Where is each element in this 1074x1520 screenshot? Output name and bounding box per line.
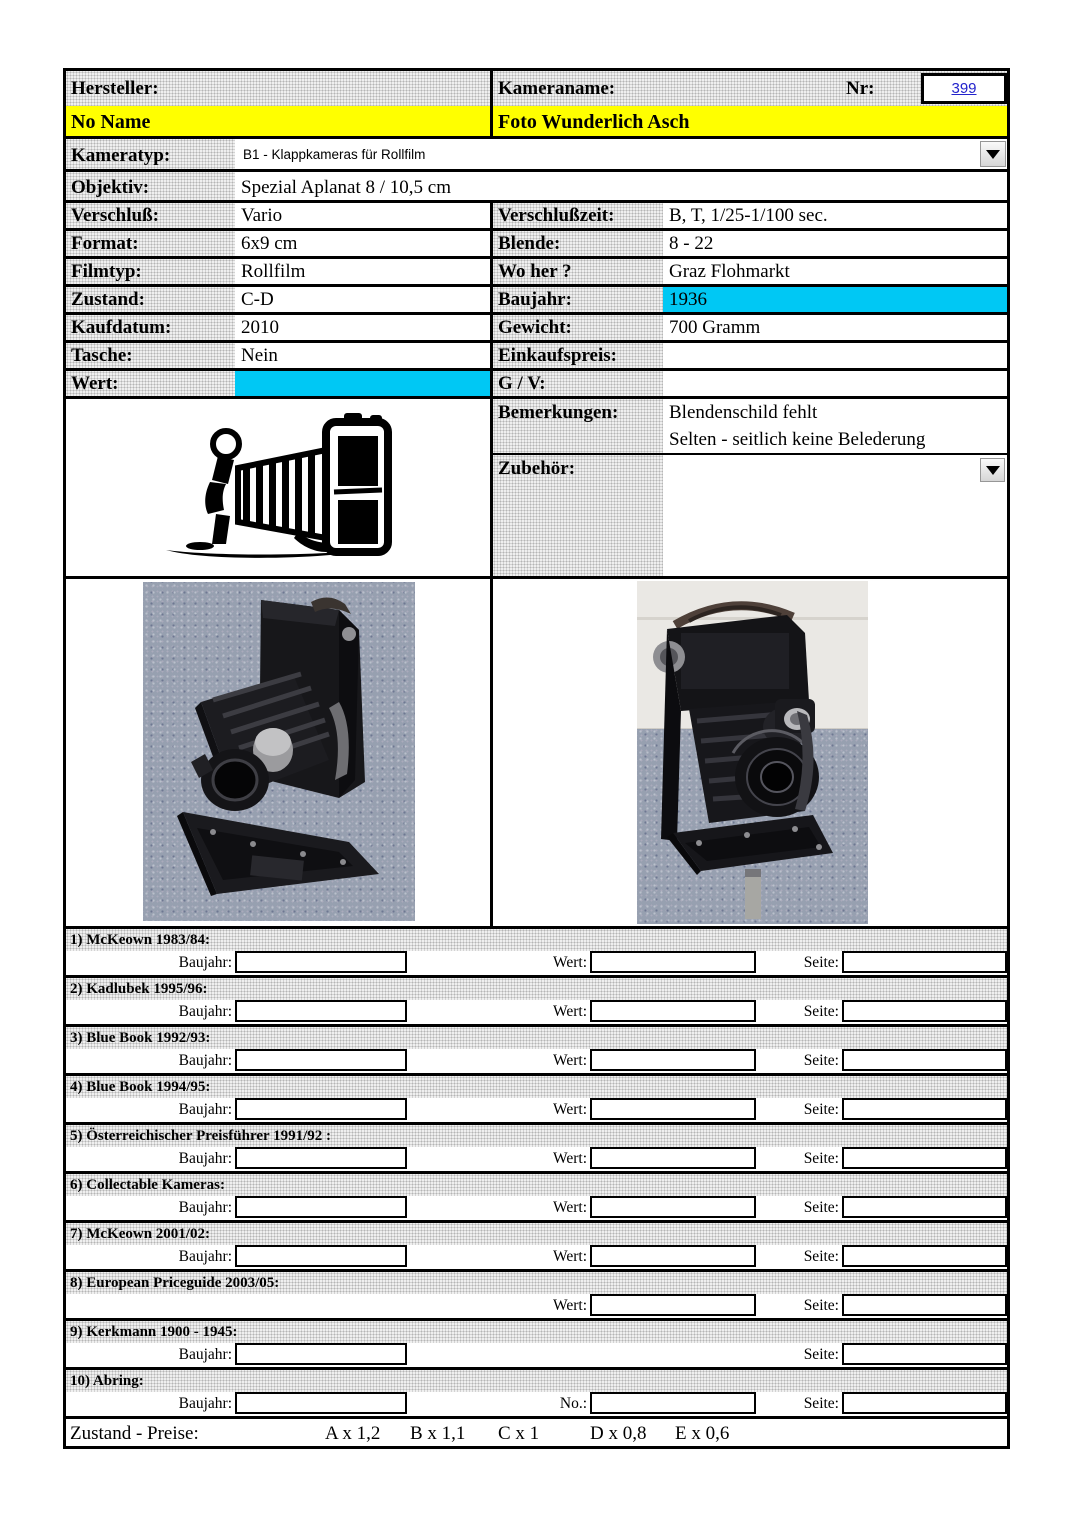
zustand-preise-label: Zustand - Preise: (70, 1423, 199, 1444)
objektiv-value[interactable]: Spezial Aplanat 8 / 10,5 cm (235, 172, 1007, 200)
woher-value[interactable]: Graz Flohmarkt (663, 259, 1007, 284)
chevron-down-icon (986, 150, 1000, 159)
wert-input[interactable] (590, 1049, 756, 1071)
price-guide-1 (66, 926, 1007, 975)
seite-field-label: Seite: (803, 1052, 839, 1069)
einkaufspreis-label: Einkaufspreis: (498, 345, 617, 366)
price-guide-title: 3) Blue Book 1992/93: (66, 1027, 1007, 1049)
baujahr-value[interactable]: 1936 (663, 287, 1007, 312)
wert-field-label: Wert: (552, 1003, 587, 1020)
wert-input[interactable] (590, 951, 756, 973)
wert-row (66, 371, 1007, 399)
seite-input[interactable] (842, 1049, 1007, 1071)
folding-camera-clipart-icon (148, 410, 408, 566)
multiplier-d: D x 0,8 (590, 1423, 647, 1444)
wert-label: Wert: (71, 373, 119, 394)
seite-field-label: Seite: (803, 1297, 839, 1314)
zubehoer-row (493, 455, 1007, 576)
objektiv-label: Objektiv: (71, 177, 150, 198)
baujahr-field-label: Baujahr: (178, 1003, 232, 1020)
kameraname-value: Foto Wunderlich Asch (498, 111, 690, 133)
gv-value[interactable] (663, 371, 1007, 396)
bemerkungen-line-2: Selten - seitlich keine Belederung (669, 429, 926, 450)
baujahr-field-label: Baujahr: (178, 1346, 232, 1363)
wert-field-label: Wert: (552, 1052, 587, 1069)
baujahr-input[interactable] (235, 1098, 407, 1120)
filmtyp-label: Filmtyp: (71, 261, 142, 282)
baujahr-field-label: Baujahr: (178, 1395, 232, 1412)
verschlusszeit-value[interactable]: B, T, 1/25-1/100 sec. (663, 203, 1007, 228)
kaufdatum-label: Kaufdatum: (71, 317, 172, 338)
wert-field-label: Wert: (552, 1248, 587, 1265)
camera-photo-left (143, 582, 415, 921)
wert-field-label: Wert: (552, 1150, 587, 1167)
baujahr-input[interactable] (235, 1392, 407, 1414)
tasche-value[interactable]: Nein (235, 343, 490, 368)
wert-field-label: Wert: (552, 954, 587, 971)
kameraname-label-cell (493, 71, 1007, 106)
kameratyp-combobox[interactable] (235, 139, 1007, 169)
price-guide-10 (66, 1367, 1007, 1416)
objektiv-label-cell (66, 172, 235, 200)
wert-input[interactable] (590, 1147, 756, 1169)
filmtyp-row (66, 259, 1007, 287)
seite-field-label: Seite: (803, 1003, 839, 1020)
bemerkungen-line-1: Blendenschild fehlt (669, 402, 818, 423)
baujahr-input[interactable] (235, 1196, 407, 1218)
seite-input[interactable] (842, 1147, 1007, 1169)
hersteller-label: Hersteller: (71, 78, 159, 99)
seite-input[interactable] (842, 1245, 1007, 1267)
seite-input[interactable] (842, 1343, 1007, 1365)
gewicht-value[interactable]: 700 Gramm (663, 315, 1007, 340)
multiplier-a: A x 1,2 (325, 1423, 381, 1444)
price-guide-5 (66, 1122, 1007, 1171)
no-field-label: No.: (559, 1395, 587, 1412)
price-guide-title: 6) Collectable Kameras: (66, 1174, 1007, 1196)
gewicht-label: Gewicht: (498, 317, 572, 338)
kameratyp-label: Kameratyp: (71, 145, 171, 166)
baujahr-field-label: Baujahr: (178, 1052, 232, 1069)
multiplier-e: E x 0,6 (675, 1423, 730, 1444)
price-guide-title: 8) European Priceguide 2003/05: (66, 1272, 1007, 1294)
woher-label: Wo her ? (498, 261, 572, 282)
baujahr-input[interactable] (235, 1147, 407, 1169)
photo-cell-right (493, 579, 1007, 926)
price-guide-9 (66, 1318, 1007, 1367)
camera-clipart-cell (66, 399, 493, 576)
camera-record-form (63, 68, 1010, 1449)
price-guide-2 (66, 975, 1007, 1024)
hersteller-value-cell[interactable] (66, 106, 493, 136)
baujahr-field-label: Baujahr: (178, 1101, 232, 1118)
baujahr-field-label: Baujahr: (178, 1150, 232, 1167)
photo-section (66, 579, 1007, 926)
gv-label: G / V: (498, 373, 546, 394)
price-guide-title: 1) McKeown 1983/84: (66, 929, 1007, 951)
format-label: Format: (71, 233, 139, 254)
kaufdatum-value[interactable]: 2010 (235, 315, 490, 340)
price-guide-6 (66, 1171, 1007, 1220)
baujahr-input[interactable] (235, 1000, 407, 1022)
bemerkungen-value[interactable] (663, 399, 1007, 453)
multiplier-c: C x 1 (498, 1423, 540, 1444)
highlight-row (66, 106, 1007, 139)
seite-field-label: Seite: (803, 1346, 839, 1363)
baujahr-input[interactable] (235, 1245, 407, 1267)
multiplier-b: B x 1,1 (410, 1423, 466, 1444)
zustand-label: Zustand: (71, 289, 145, 310)
tasche-row (66, 343, 1007, 371)
price-guide-title: 2) Kadlubek 1995/96: (66, 978, 1007, 1000)
seite-input[interactable] (842, 1392, 1007, 1414)
wert-field-label: Wert: (552, 1101, 587, 1118)
wert-input[interactable] (590, 1000, 756, 1022)
bemerkungen-row (493, 399, 1007, 455)
tasche-label: Tasche: (71, 345, 133, 366)
seite-field-label: Seite: (803, 954, 839, 971)
seite-input[interactable] (842, 1098, 1007, 1120)
zustand-row (66, 287, 1007, 315)
wert-input[interactable] (590, 1245, 756, 1267)
seite-input[interactable] (842, 1000, 1007, 1022)
price-guide-title: 9) Kerkmann 1900 - 1945: (66, 1321, 1007, 1343)
einkaufspreis-value[interactable] (663, 343, 1007, 368)
seite-input[interactable] (842, 1294, 1007, 1316)
format-value[interactable]: 6x9 cm (235, 231, 490, 256)
wert-field-label: Wert: (552, 1199, 587, 1216)
header-row (66, 71, 1007, 106)
chevron-down-icon (986, 466, 1000, 475)
blende-label: Blende: (498, 233, 561, 254)
baujahr-input[interactable] (235, 1049, 407, 1071)
zustand-preise-row (66, 1416, 1007, 1446)
mid-section (66, 399, 1007, 579)
verschluss-label: Verschluß: (71, 205, 159, 226)
hersteller-label-cell (66, 71, 493, 106)
filmtyp-value[interactable]: Rollfilm (235, 259, 490, 284)
price-guide-4 (66, 1073, 1007, 1122)
bemerkungen-label: Bemerkungen: (498, 402, 619, 423)
price-guide-3 (66, 1024, 1007, 1073)
camera-photo-left-image (143, 582, 415, 921)
price-guide-title: 5) Österreichischer Preisführer 1991/92 : (66, 1125, 1007, 1147)
baujahr-input[interactable] (235, 951, 407, 973)
kameratyp-dropdown-button[interactable] (980, 141, 1006, 167)
wert-input[interactable] (590, 1294, 756, 1316)
verschluss-value[interactable]: Vario (235, 203, 490, 228)
seite-field-label: Seite: (803, 1248, 839, 1265)
wert-input[interactable] (590, 1098, 756, 1120)
zubehoer-label: Zubehör: (498, 458, 576, 479)
verschluss-row (66, 203, 1007, 231)
baujahr-field-label: Baujahr: (178, 954, 232, 971)
hersteller-value: No Name (71, 111, 151, 133)
seite-field-label: Seite: (803, 1101, 839, 1118)
wert-input[interactable] (590, 1196, 756, 1218)
kaufdatum-row (66, 315, 1007, 343)
price-guide-title: 10) Abring: (66, 1370, 1007, 1392)
nr-label: Nr: (846, 78, 875, 99)
camera-photo-right-image (637, 581, 868, 924)
record-number-field[interactable] (921, 73, 1007, 104)
photo-cell-left (66, 579, 493, 926)
seite-field-label: Seite: (803, 1199, 839, 1216)
kameratyp-value: B1 - Klappkameras für Rollfilm (243, 146, 426, 162)
baujahr-field-label: Baujahr: (178, 1248, 232, 1265)
seite-input[interactable] (842, 1196, 1007, 1218)
price-guide-8 (66, 1269, 1007, 1318)
price-guide-7 (66, 1220, 1007, 1269)
wert-field-label: Wert: (552, 1297, 587, 1314)
no-input[interactable] (590, 1392, 756, 1414)
price-guide-title: 7) McKeown 2001/02: (66, 1223, 1007, 1245)
blende-value[interactable]: 8 - 22 (663, 231, 1007, 256)
zubehoer-combobox[interactable] (663, 455, 1007, 576)
format-row (66, 231, 1007, 259)
seite-input[interactable] (842, 951, 1007, 973)
kameratyp-row (66, 139, 1007, 172)
kameraname-value-cell[interactable] (493, 106, 1007, 136)
zubehoer-dropdown-button[interactable] (980, 458, 1005, 482)
baujahr-input[interactable] (235, 1343, 407, 1365)
kameratyp-label-cell (66, 139, 235, 169)
baujahr-field-label: Baujahr: (178, 1199, 232, 1216)
kameraname-label: Kameraname: (498, 78, 616, 99)
notes-section (493, 399, 1007, 576)
objektiv-row (66, 172, 1007, 203)
camera-photo-right (637, 581, 868, 924)
verschlusszeit-label: Verschlußzeit: (498, 205, 615, 226)
zustand-value[interactable]: C-D (235, 287, 490, 312)
price-guide-title: 4) Blue Book 1994/95: (66, 1076, 1007, 1098)
seite-field-label: Seite: (803, 1150, 839, 1167)
baujahr-label: Baujahr: (498, 289, 572, 310)
seite-field-label: Seite: (803, 1395, 839, 1412)
wert-value[interactable] (235, 371, 490, 396)
record-number-link[interactable]: 399 (951, 80, 977, 97)
